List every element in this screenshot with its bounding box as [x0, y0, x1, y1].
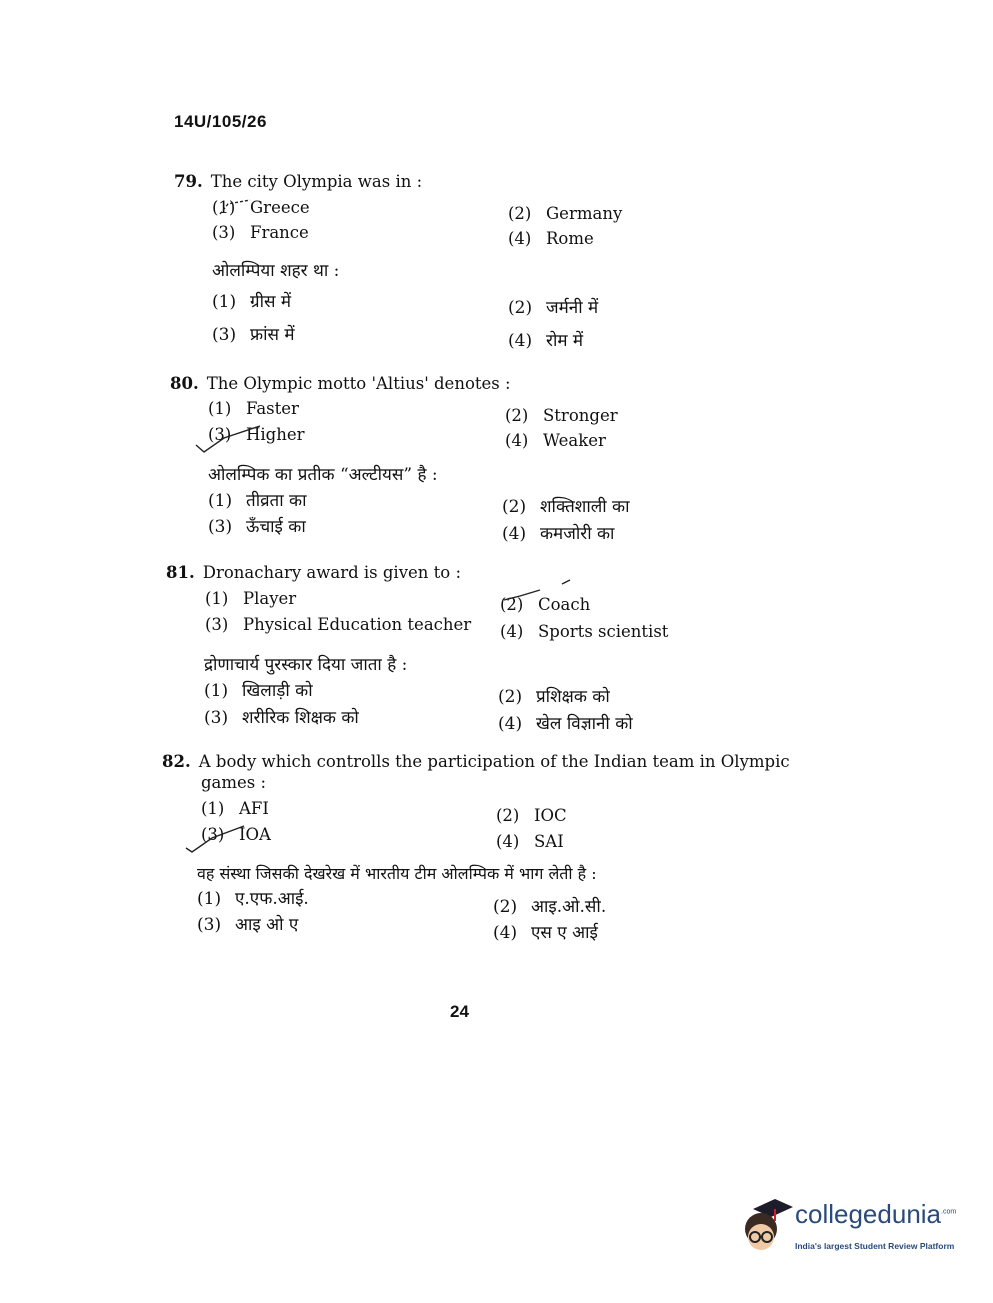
q81-hindi-text: द्रोणाचार्य पुरस्कार दिया जाता है :	[204, 655, 408, 675]
q81-hindi-option-1: (1) खिलाड़ी को	[204, 681, 313, 701]
q79-option-2: (2) Germany	[508, 204, 623, 223]
q81-hindi-option-4: (4) खेल विज्ञानी को	[498, 714, 633, 734]
q82-option-2: (2) IOC	[496, 806, 567, 825]
q81-option-3: (3) Physical Education teacher	[205, 615, 472, 634]
answer-mark-q80	[196, 426, 260, 452]
page-code: 14U/105/26	[174, 112, 267, 131]
logo-name: collegedunia$^{.com}$	[795, 1199, 957, 1229]
q80-option-1: (1) Faster	[208, 399, 299, 418]
q80-hindi-option-2: (2) शक्तिशाली का	[502, 497, 630, 517]
q79-option-1: (1) Greece	[212, 198, 310, 217]
q82-option-3: (3) IOA	[201, 825, 271, 844]
q79-hindi-option-1: (1) ग्रीस में	[212, 292, 292, 312]
q82-option-4: (4) SAI	[496, 832, 564, 851]
q80-option-4: (4) Weaker	[505, 431, 606, 450]
answer-mark-q79	[220, 200, 250, 214]
question-82-text: 82. A body which controlls the participation of the Indian team in Olympic	[162, 752, 790, 771]
question-81-text: 81. Dronachary award is given to :	[166, 563, 462, 582]
mascot-icon	[735, 1195, 793, 1259]
q79-hindi-option-4: (4) रोम में	[508, 331, 584, 351]
q82-hindi-option-4: (4) एस ए आई	[493, 923, 598, 943]
question-number: 81.	[166, 563, 195, 582]
q80-hindi-option-3: (3) ऊँचाई का	[208, 517, 306, 537]
q80-hindi-option-1: (1) तीव्रता का	[208, 491, 307, 511]
q82-hindi-option-3: (3) आइ ओ ए	[197, 915, 299, 935]
q82-option-1: (1) AFI	[201, 799, 269, 818]
q82-hindi-text: वह संस्था जिसकी देखरेख में भारतीय टीम ओलम्पिक में भाग लेती है :	[197, 864, 597, 883]
collegedunia-logo[interactable]	[735, 1195, 965, 1265]
answer-mark-q82	[186, 826, 244, 852]
answer-mark-q81	[504, 580, 570, 600]
q81-hindi-option-2: (2) प्रशिक्षक को	[498, 687, 610, 707]
page-number: 24	[450, 1002, 469, 1021]
logo-tagline: India's largest Student Review Platform	[795, 1241, 955, 1251]
question-number: 82.	[162, 752, 191, 771]
question-79-text: 79. The city Olympia was in :	[174, 172, 423, 191]
q82-hindi-option-1: (1) ए.एफ.आई.	[197, 889, 309, 909]
q81-option-2: (2) Coach	[500, 595, 591, 614]
q82-hindi-option-2: (2) आइ.ओ.सी.	[493, 897, 607, 917]
q80-option-3: (3) Higher	[208, 425, 305, 444]
q81-option-1: (1) Player	[205, 589, 297, 608]
question-80-text: 80. The Olympic motto 'Altius' denotes :	[170, 374, 511, 393]
q79-option-4: (4) Rome	[508, 229, 594, 248]
question-number: 80.	[170, 374, 199, 393]
question-number: 79.	[174, 172, 203, 191]
q81-hindi-option-3: (3) शरीरिक शिक्षक को	[204, 708, 359, 728]
q79-hindi-text: ओलम्पिया शहर था :	[212, 261, 340, 281]
q80-hindi-option-4: (4) कमजोरी का	[502, 524, 615, 544]
q81-option-4: (4) Sports scientist	[500, 622, 669, 641]
q79-hindi-option-3: (3) फ्रांस में	[212, 325, 295, 345]
q79-option-3: (3) France	[212, 223, 309, 242]
q79-hindi-option-2: (2) जर्मनी में	[508, 298, 599, 318]
q80-option-2: (2) Stronger	[505, 406, 618, 425]
q80-hindi-text: ओलम्पिक का प्रतीक “अल्टीयस” है :	[208, 465, 438, 485]
question-82-text-line-2: games :	[201, 773, 267, 792]
